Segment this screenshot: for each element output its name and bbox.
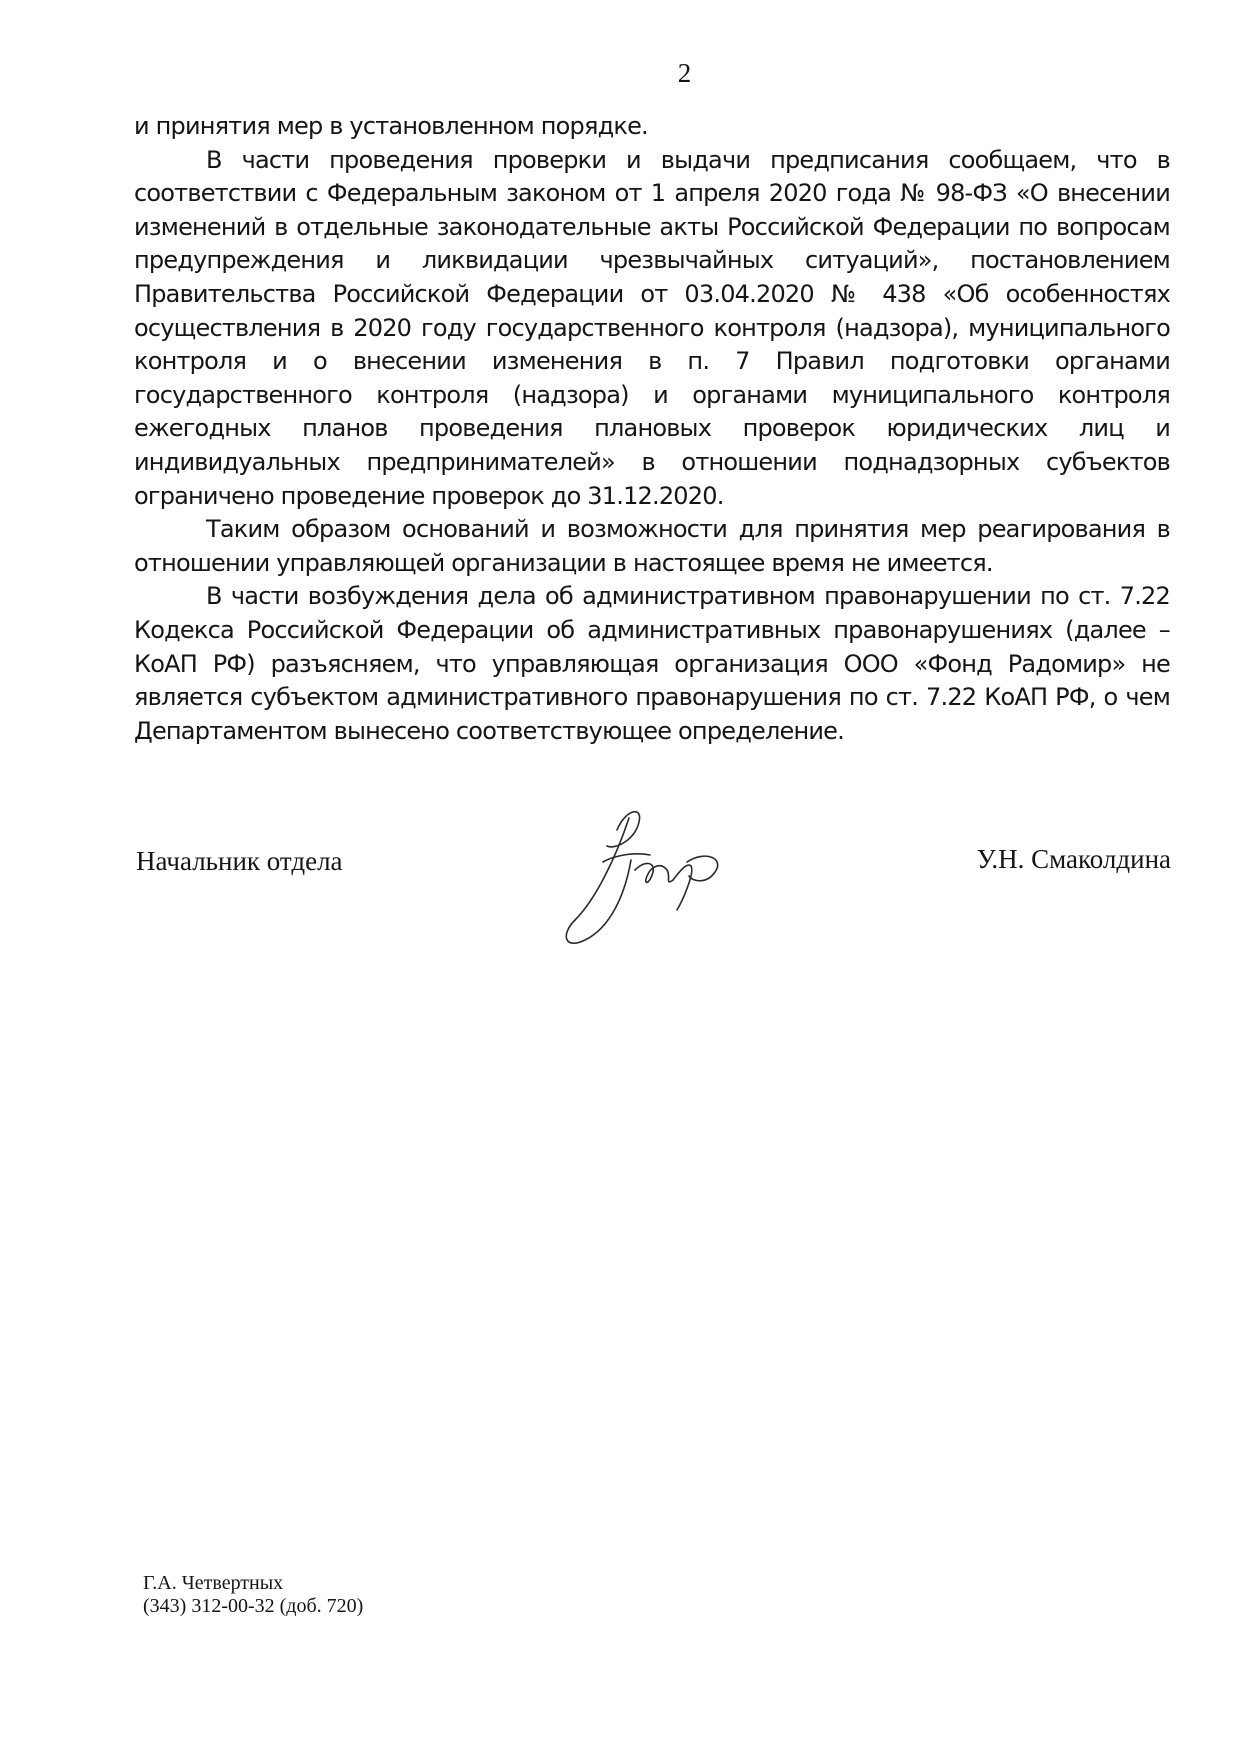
executor-info	[143, 1572, 363, 1618]
signatory-name: У.Н. Смаколдина	[976, 844, 1171, 874]
paragraph-administrative: В части возбуждения дела об административном правонарушении по ст. 7.22 Кодекса Российской Федерации об административных правонарушениях (далее – КоАП РФ) разъясняем, что управляющая организация ООО «Фонд Радомир» не является субъектом административного правонарушения по ст. 7.22 КоАП РФ, о чем Департаментом вынесено соответствующее определение.	[134, 582, 1170, 745]
page-number: 2	[677, 58, 692, 88]
paragraph-continuation: и принятия мер в установленном порядке.	[134, 112, 648, 140]
paragraph-inspection: В части проведения проверки и выдачи предписания сообщаем, что в соответствии с Федеральным законом от 1 апреля 2020 года № 98-ФЗ «О внесении изменений в отдельные законодательные акты Российской Федерации по вопросам предупреждения и ликвидации чрезвычайных ситуаций», постановлением Правительства Российской Федерации от 03.04.2020 № 438 «Об особенностях осуществления в 2020 году государственного контроля (надзора), муниципального контроля и о внесении изменения в п. 7 Правил подготовки органами государственного контроля (надзора) и органами муниципального контроля ежегодных планов проведения плановых проверок юридических лиц и индивидуальных предпринимателей» в отношении поднадзорных субъектов ограничено проведение проверок до 31.12.2020.	[134, 145, 1170, 510]
paragraph-conclusion: Таким образом оснований и возможности для принятия мер реагирования в отношении управляющей организации в настоящее время не имеется.	[134, 515, 1170, 577]
handwritten-signature	[555, 800, 735, 950]
letter-body	[134, 110, 1170, 748]
executor-name: Г.А. Четвертных	[143, 1572, 284, 1594]
signatory-title: Начальник отдела	[136, 846, 343, 876]
executor-phone: (343) 312-00-32 (доб. 720)	[143, 1595, 364, 1617]
